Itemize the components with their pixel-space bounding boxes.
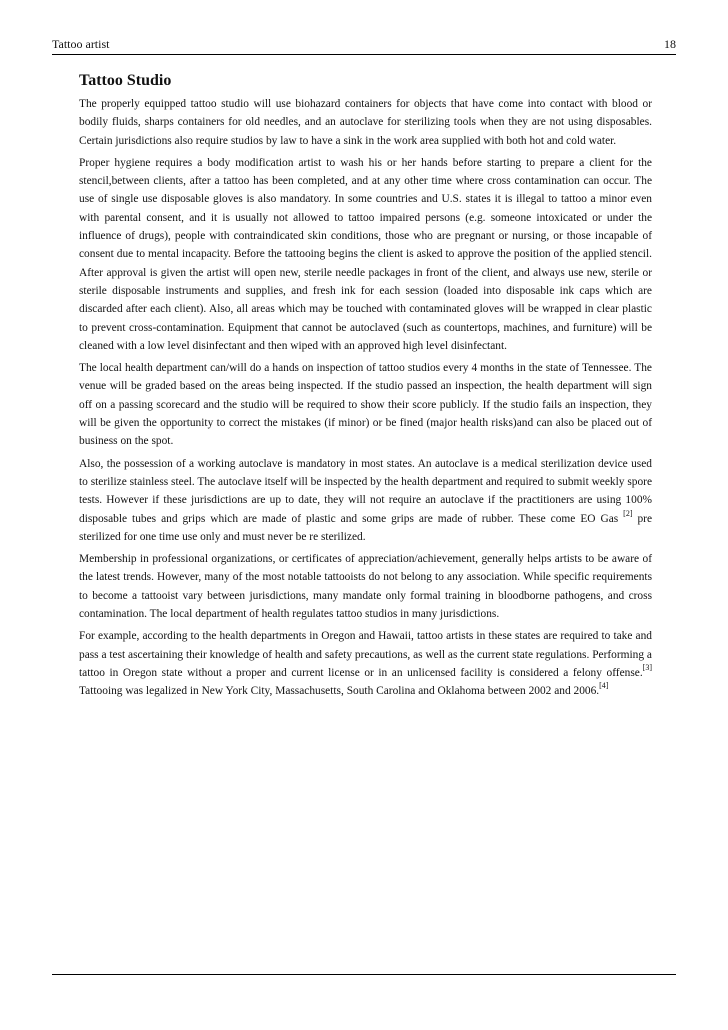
paragraph-5: Membership in professional organizations, or certificates of appreciation/achievement, generally helps artists to be aware of the latest trends. However, many of the most notable tattooists do not belong to any association. While specific requirements to become a tattooist vary between jurisdictions, many mandate only formal training in bloodborne pathogens, and cross contamination. The local department of health regulates tattoo studios in many jurisdictions. (79, 553, 652, 621)
footer-rule (52, 974, 676, 975)
paragraph-4 (79, 455, 652, 546)
citation-4[interactable]: [4] (599, 681, 609, 691)
section-heading: Tattoo Studio (79, 72, 172, 89)
header-title: Tattoo artist (52, 37, 110, 51)
paragraph-6 (79, 627, 652, 700)
page-content (79, 64, 652, 705)
citation-3[interactable]: [3] (642, 663, 652, 673)
running-header (52, 34, 676, 55)
paragraph-6-text-b: Tattooing was legalized in New York City, Massachusetts, South Carolina and Oklahoma between 2002 and 2006. (79, 685, 600, 698)
paragraph-3: The local health department can/will do a hands on inspection of tattoo studios every 4 months in the state of Tennessee. The venue will be graded based on the areas being inspected. If the studio passed an inspection, the health department will sign off on a passing scorecard and the studio will be required to show their score publicly. If the studio fails an inspection, they will be given the opportunity to correct the mistakes (if minor) or be fined (major health risks)and can also be placed out of business on the spot. (79, 362, 652, 448)
paragraph-2: Proper hygiene requires a body modification artist to wash his or her hands before starting to prepare a client for the stencil,between clients, after a tattoo has been completed, and at any other time where cross contamination can occur. The use of single use disposable gloves is also mandatory. In some countries and U.S. states it is illegal to tattoo a minor even with parental consent, and it is usually not allowed to tattoo impaired persons (e.g. someone intoxicated or under the influence of drugs), people with contraindicated skin conditions, those who are pregnant or nursing, or those incapable of consent due to mental incapacity. Before the tattooing begins the client is asked to approve the position of the applied stencil. After approval is given the artist will open new, sterile needle packages in front of the client, and always use new, sterile or sterile disposable instruments and supplies, and fresh ink for each session (loaded into disposable ink caps which are discarded after each client). Also, all areas which may be touched with contaminated gloves will be wrapped in clear plastic to prevent cross-contamination. Equipment that cannot be autoclaved (such as countertops, machines, and furniture) will be cleaned with a low level disinfectant and then wiped with an approved high level disinfectant. (79, 156, 652, 352)
page-number: 18 (664, 37, 676, 51)
paragraph-6-text-a: For example, according to the health departments in Oregon and Hawaii, tattoo artists in these states are required to take and pass a test ascertaining their knowledge of health and safety precautions, as well as the current state regulations. Performing a tattoo in Oregon state without a proper and current license or in an unlicensed facility is considered a felony offense. (79, 630, 652, 679)
paragraph-4-text-b: pre sterilized for one time use only and must never be re sterilized. (79, 512, 652, 543)
paragraph-4-text-a: Also, the possession of a working autoclave is mandatory in most states. An autoclave is a medical sterilization device used to sterilize stainless steel. The autoclave itself will be inspected by the health department and required to submit weekly spore tests. However if these jurisdictions are up to date, they will not require an autoclave if the practitioners are using 100% disposable tubes and grips which are made of plastic and some grips are made of rubber. These come EO Gas (79, 457, 652, 525)
paragraph-1: The properly equipped tattoo studio will use biohazard containers for objects that have come into contact with blood or bodily fluids, sharps containers for old needles, and an autoclave for sterilizing tools when they are not using disposables. Certain jurisdictions also require studios by law to have a sink in the work area supplied with both hot and cold water. (79, 98, 652, 147)
citation-2[interactable]: [2] (623, 508, 633, 518)
